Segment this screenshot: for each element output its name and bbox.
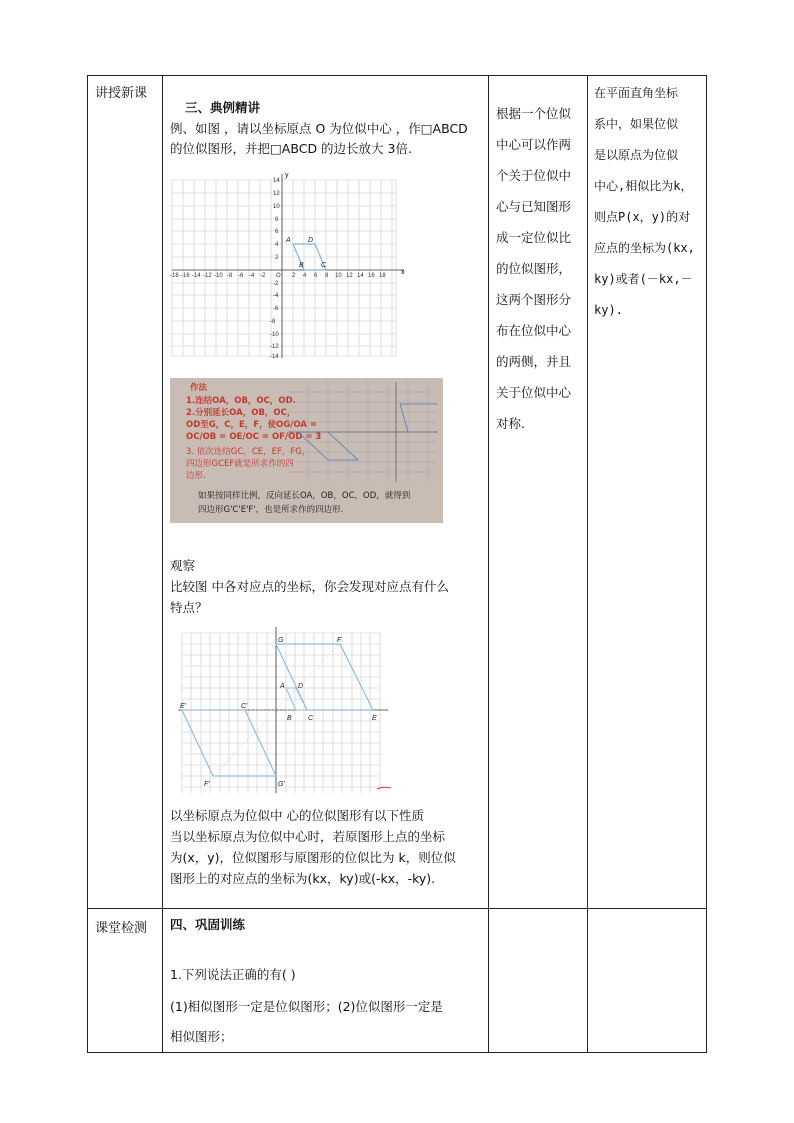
- y-tick: 12: [273, 191, 280, 197]
- table-right-border: [706, 75, 707, 1053]
- y-tick: -12: [270, 344, 279, 350]
- point-label-g-prime: G': [278, 781, 285, 788]
- y-tick: 2: [275, 255, 279, 261]
- photo-step-6: 四边形GCEF就是所求作的四: [186, 459, 294, 469]
- x-tick: 2: [292, 273, 296, 279]
- col3-line: 的位似图形，: [496, 261, 572, 276]
- exercise-line-2: (1)相似图形一定是位似图形；(2)位似图形一定是: [170, 999, 443, 1014]
- observe-question-line-1: 比较图 中各对应点的坐标，你会发现对应点有什么: [170, 579, 449, 594]
- coordinate-graph-1: [170, 170, 405, 360]
- col4-line: 中心,相似比为k，: [594, 179, 693, 193]
- col4-line: ky).: [594, 303, 623, 317]
- point-label-d: D: [308, 237, 314, 244]
- x-tick: 6: [314, 273, 318, 279]
- exercise-line-3: 相似图形；: [170, 1029, 233, 1044]
- x-tick: 14: [357, 273, 364, 279]
- col3-line: 布在位似中心: [496, 323, 572, 338]
- table-left-border: [87, 75, 88, 1053]
- row-label-class-test: 课堂检测: [95, 921, 148, 936]
- photo-step-5: 3. 依次连结GC，CE，EF，FG，: [186, 447, 311, 457]
- y-tick: 14: [273, 178, 280, 184]
- point-label-c-prime: C': [241, 703, 248, 710]
- col4-line: ky)或者(－kx,－: [594, 272, 693, 286]
- photo-step-2: 2.分别延长OA，OB，OC，: [186, 408, 296, 418]
- x-tick: -18: [170, 273, 179, 279]
- y-tick: -4: [273, 293, 279, 299]
- x-tick: 8: [325, 273, 329, 279]
- photo-step-4: OC/OB = OE/OC = OF/OD = 3: [186, 432, 322, 442]
- point-label-a: A: [286, 237, 291, 244]
- table-bottom-border: [87, 1052, 707, 1053]
- property-line-1: 以坐标原点为位似中 心的位似图形有以下性质: [170, 808, 424, 823]
- point-label-c: C: [308, 715, 314, 722]
- graph1-x-axis-label: x: [401, 269, 405, 276]
- x-tick: -8: [227, 273, 233, 279]
- y-tick: 8: [275, 217, 279, 223]
- photo-step-3: OD至G，C，E，F，使OG/OA =: [186, 420, 318, 430]
- photo-step-1: 1.连结OA，OB，OC，OD.: [186, 396, 296, 406]
- x-tick: -10: [214, 273, 223, 279]
- method-photo: [170, 378, 443, 523]
- exercise-question-1: 1.下列说法正确的有( ): [170, 967, 296, 982]
- photo-note-1: 如果按同样比例，反向延长OA，OB，OC，OD，就得到: [198, 491, 411, 501]
- y-tick: -10: [270, 332, 279, 338]
- y-tick: -8: [270, 319, 276, 325]
- y-tick: 4: [275, 242, 279, 248]
- point-label-e-prime: E': [180, 703, 187, 710]
- y-tick: -6: [273, 306, 279, 312]
- point-label-d: D: [298, 683, 304, 690]
- point-label-c: C: [321, 262, 327, 269]
- graph1-x-tick-labels: [170, 273, 386, 279]
- col3-line: 个关于位似中: [496, 168, 572, 183]
- col3-line: 关于位似中心: [496, 385, 572, 400]
- x-tick: 12: [346, 273, 353, 279]
- x-tick: -16: [181, 273, 190, 279]
- table-col-divider-2: [488, 75, 489, 1053]
- point-label-a: A: [280, 683, 285, 690]
- col3-line: 心与已知图形: [496, 199, 572, 214]
- photo-note-2: 四边形G'C'E'F'，也是所求作的四边形.: [198, 505, 344, 515]
- graph1-y-tick-labels: [270, 178, 280, 360]
- x-tick: -14: [192, 273, 201, 279]
- col4-line: 应点的坐标为(kx,: [594, 241, 695, 255]
- col3-line: 根据一个位似: [496, 106, 572, 121]
- x-tick: -6: [238, 273, 244, 279]
- photo-step-7: 边形.: [186, 471, 206, 481]
- photo-mini-graph: [288, 382, 438, 482]
- example-line-2: 的位似图形，并把□ABCD 的边长放大 3倍.: [170, 141, 412, 156]
- graph1-axes: [172, 174, 404, 358]
- example-line-1: 例、如图 ，请以坐标原点 O 为位似中心 ，作□ABCD: [170, 121, 468, 136]
- col4-line: 则点P(x，y)的对: [594, 210, 691, 224]
- col3-line: 成一定位似比: [496, 230, 572, 245]
- x-tick: 16: [368, 273, 375, 279]
- section-4-heading: 四、巩固训练: [170, 917, 246, 932]
- table-col-divider-3: [587, 75, 588, 1053]
- x-tick: -4: [249, 273, 255, 279]
- col3-line: 的两侧，并且: [496, 354, 572, 369]
- graph1-grid: [172, 180, 396, 356]
- x-tick: 10: [335, 273, 342, 279]
- coordinate-graph-2: [170, 625, 395, 795]
- col4-line: 系中，如果位似: [594, 117, 679, 131]
- property-line-4: 图形上的对应点的坐标为(kx，ky)或(-kx，-ky).: [170, 871, 436, 886]
- table-col-divider-1: [162, 75, 163, 1053]
- y-tick: 6: [275, 229, 279, 235]
- row-label-new-lesson: 讲授新课: [95, 86, 148, 101]
- y-tick: 10: [273, 204, 280, 210]
- col4-line: 在平面直角坐标: [594, 86, 679, 100]
- point-label-g: G: [278, 637, 284, 644]
- x-tick: -2: [260, 273, 266, 279]
- section-heading: 三、典例精讲: [185, 100, 261, 115]
- column-3-notes: [496, 98, 584, 439]
- photo-title: 作法: [190, 383, 208, 393]
- y-tick: -2: [273, 281, 279, 287]
- x-tick: 18: [379, 273, 386, 279]
- point-label-f: F: [337, 637, 342, 644]
- col3-line: 对称.: [496, 416, 525, 431]
- col4-line: 是以原点为位似: [594, 148, 679, 162]
- column-4-notes: [594, 78, 706, 326]
- property-line-2: 当以坐标原点为位似中心时，若原图形上点的坐标: [170, 829, 446, 844]
- y-tick: -14: [270, 354, 279, 360]
- point-label-f-prime: F': [204, 781, 210, 788]
- col3-line: 这两个图形分: [496, 292, 572, 307]
- table-row-divider: [87, 908, 707, 909]
- col3-line: 中心可以作两: [496, 137, 572, 152]
- property-line-3: 为(x，y)，位似图形与原图形的位似比为 k，则位似: [170, 850, 456, 865]
- observe-question-line-2: 特点？: [170, 600, 208, 615]
- graph1-y-axis-label: y: [285, 172, 289, 179]
- point-label-b: B: [287, 715, 292, 722]
- x-tick: 4: [303, 273, 307, 279]
- point-label-b: B: [299, 262, 304, 269]
- point-label-e: E: [372, 715, 377, 722]
- table-top-border: [87, 75, 707, 76]
- x-tick: -12: [203, 273, 212, 279]
- observe-heading: 观察: [170, 558, 196, 573]
- x-tick: O: [276, 273, 281, 279]
